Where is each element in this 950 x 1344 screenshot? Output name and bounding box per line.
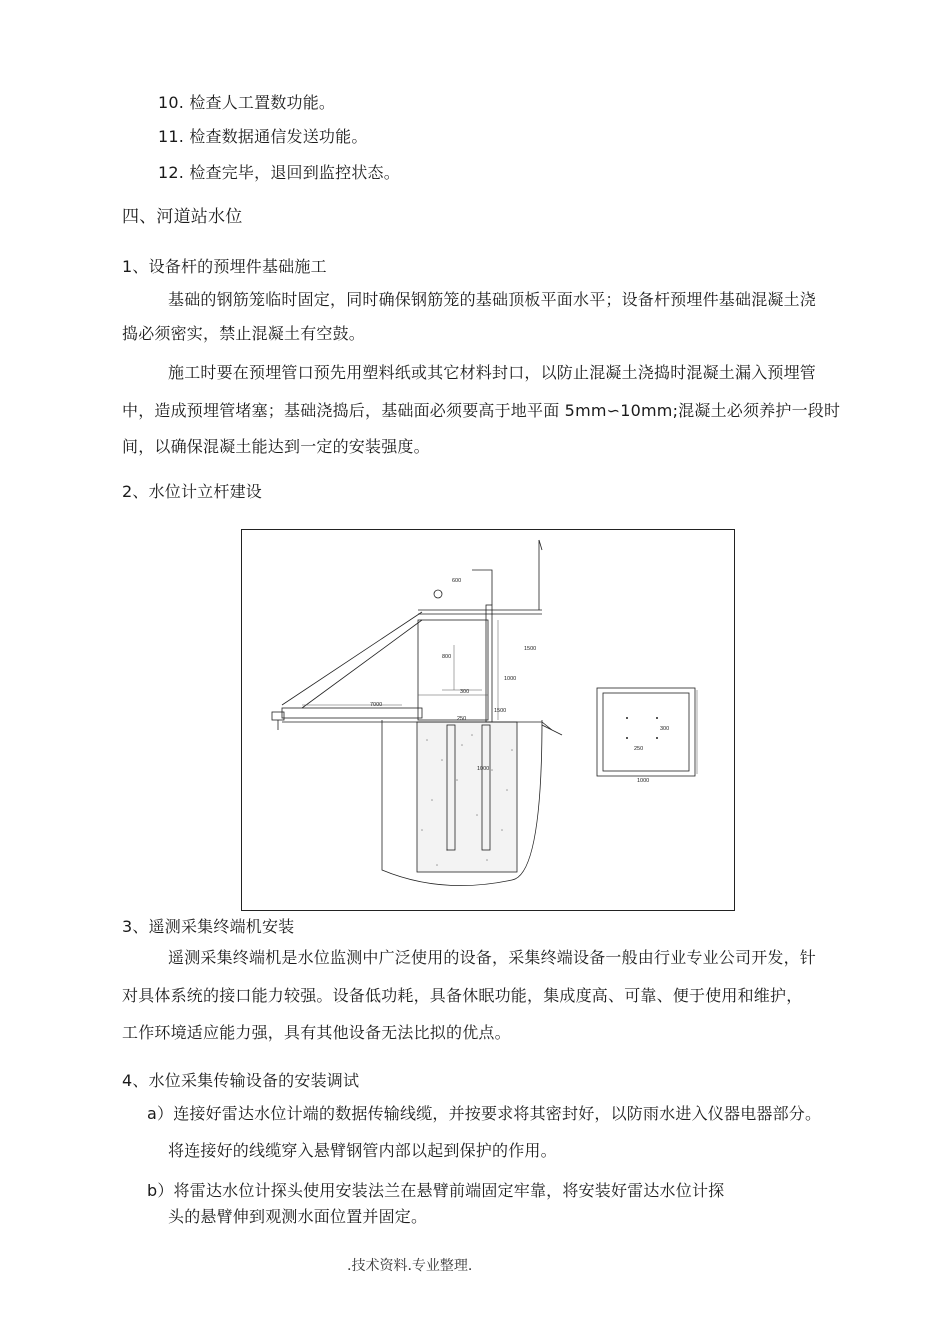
sub1-p2-line3: 间，以确保混凝土能达到一定的安装强度。 bbox=[122, 437, 430, 456]
plan-view-outer bbox=[597, 688, 695, 776]
dim-label: 1500 bbox=[494, 708, 507, 714]
sub1-p1-line1: 基础的钢筋笼临时固定，同时确保钢筋笼的基础顶板平面水平；设备杆预埋件基础混凝土浇 bbox=[168, 290, 817, 309]
section-heading: 四、河道站水位 bbox=[122, 207, 243, 227]
dim-label: 1000 bbox=[477, 766, 490, 772]
dim-label: 7000 bbox=[370, 702, 383, 708]
sub3-heading: 3、遥测采集终端机安装 bbox=[122, 917, 295, 936]
sub1-p2-line1: 施工时要在预埋管口预先用塑料纸或其它材料封口，以防止混凝土浇捣时混凝土漏入预埋管 bbox=[168, 363, 817, 382]
dim-label: 1000 bbox=[637, 778, 650, 784]
foundation-block bbox=[417, 722, 517, 872]
list-item-10: 10. 检查人工置数功能。 bbox=[158, 93, 336, 112]
sub4-a-line2: 将连接好的线缆穿入悬臂钢管内部以起到保护的作用。 bbox=[168, 1141, 557, 1160]
sub3-p-line1: 遥测采集终端机是水位监测中广泛使用的设备，采集终端设备一般由行业专业公司开发，针 bbox=[168, 948, 817, 967]
sub4-b-line1: b）将雷达水位计探头使用安装法兰在悬臂前端固定牢靠，将安装好雷达水位计探 bbox=[147, 1181, 725, 1200]
dim-label: 250 bbox=[634, 746, 644, 752]
dim-label: 300 bbox=[460, 689, 470, 695]
list-item-12: 12. 检查完毕，退回到监控状态。 bbox=[158, 163, 400, 182]
sub4-heading: 4、水位采集传输设备的安装调试 bbox=[122, 1071, 360, 1090]
dim-label: 1500 bbox=[524, 646, 537, 652]
sub4-b-line2: 头的悬臂伸到观测水面位置并固定。 bbox=[168, 1207, 428, 1226]
dim-label: 250 bbox=[457, 716, 467, 722]
pole-construction-drawing bbox=[241, 529, 735, 911]
dim-label: 600 bbox=[452, 578, 462, 584]
sub1-p1-line2: 捣必须密实，禁止混凝土有空鼓。 bbox=[122, 324, 366, 343]
sub2-heading: 2、水位计立杆建设 bbox=[122, 482, 262, 501]
horizontal-boom bbox=[282, 708, 422, 718]
list-item-11: 11. 检查数据通信发送功能。 bbox=[158, 127, 368, 146]
sub1-p2-line2: 中，造成预埋管堵塞；基础浇捣后，基础面必须要高于地平面 5mm∽10mm;混凝土必须养护一段时 bbox=[122, 401, 841, 420]
sub3-p-line3: 工作环境适应能力强，具有其他设备无法比拟的优点。 bbox=[122, 1023, 511, 1042]
sub3-p-line2: 对具体系统的接口能力较强。设备低功耗，具备休眠功能，集成度高、可靠、便于使用和维护， bbox=[122, 986, 803, 1005]
dim-label: 300 bbox=[660, 726, 670, 732]
dim-label: 1000 bbox=[504, 676, 517, 682]
dim-label: 800 bbox=[442, 654, 452, 660]
sub4-a-line1: a）连接好雷达水位计端的数据传输线缆，并按要求将其密封好，以防雨水进入仪器电器部分。 bbox=[147, 1104, 822, 1123]
page-footer: .技术资料.专业整理. bbox=[347, 1258, 473, 1274]
sub1-heading: 1、设备杆的预埋件基础施工 bbox=[122, 257, 327, 276]
vertical-pole bbox=[486, 605, 492, 722]
